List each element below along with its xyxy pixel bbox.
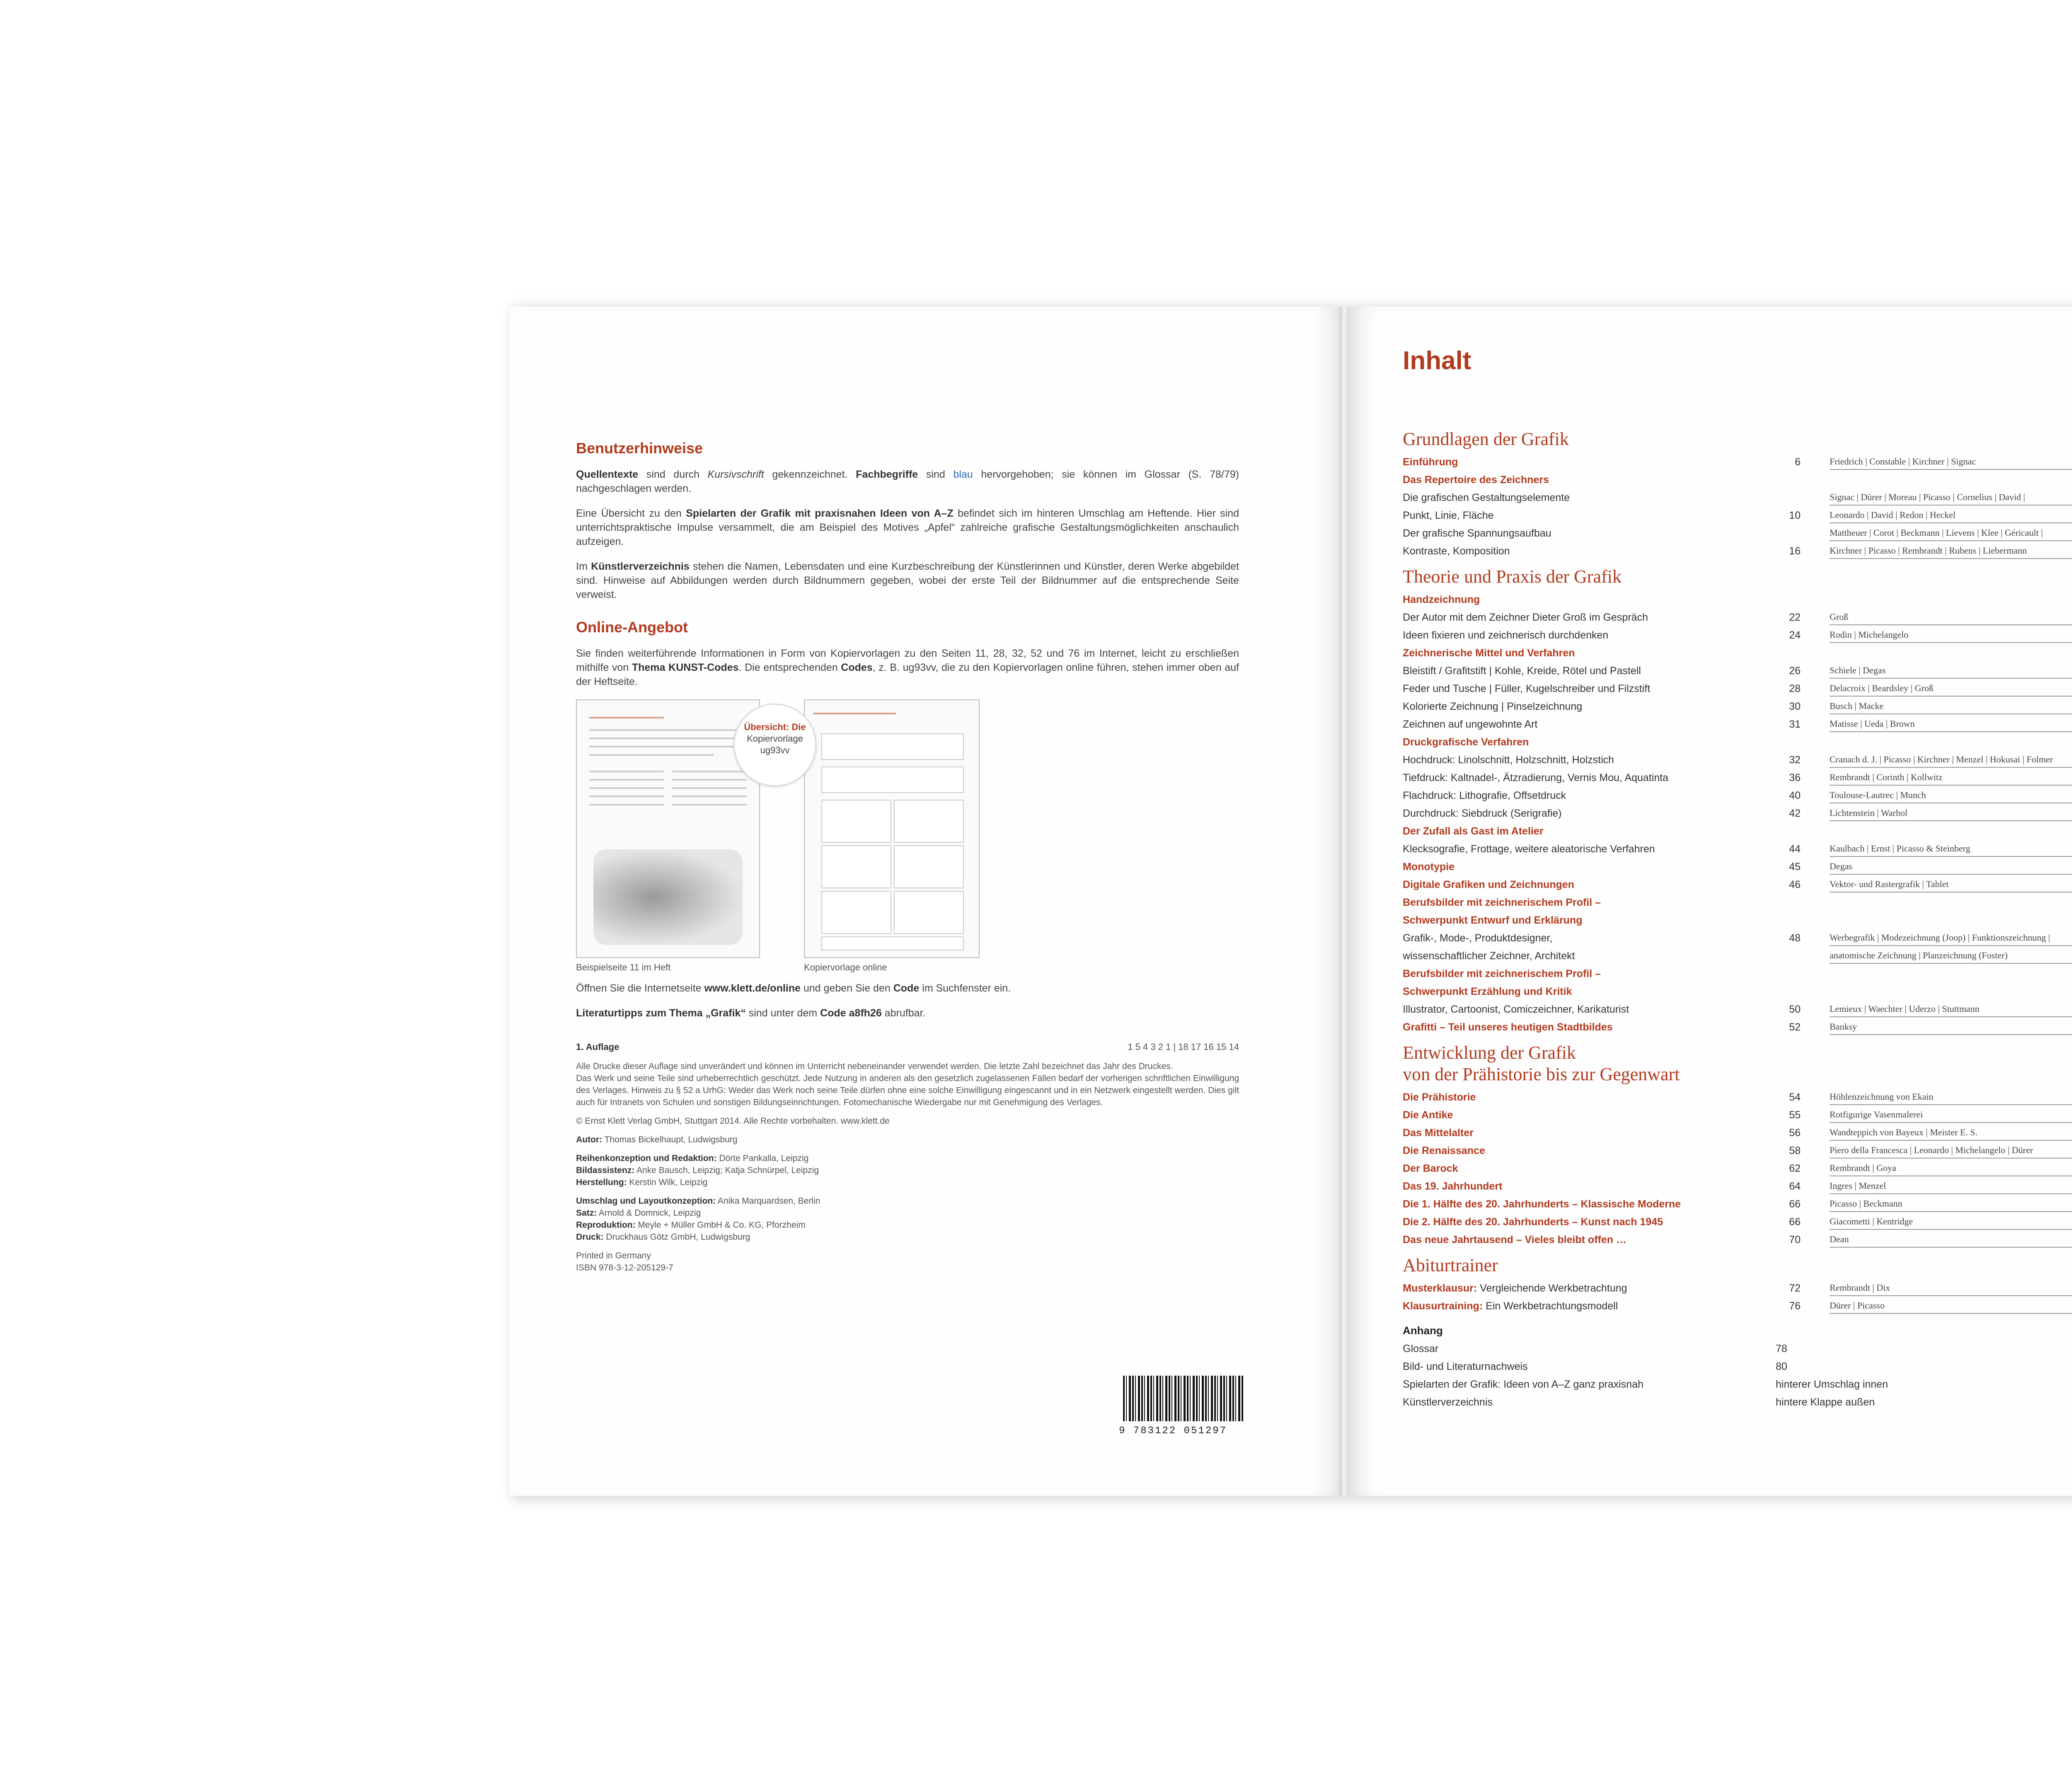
toc-row[interactable]: [1403, 840, 2072, 858]
toc-entry-text: Bleistift / Grafitstift | Kohle, Kreide, Rötel und Pastell: [1403, 665, 1641, 677]
toc-row[interactable]: [1403, 1178, 2072, 1195]
anhang-entry-text: Bild- und Literaturnachweis: [1403, 1361, 1528, 1372]
anhang-entry-text: Künstlerverzeichnis: [1403, 1396, 1493, 1408]
value: Meyle + Müller GmbH & Co. KG, Pforzheim: [635, 1220, 806, 1230]
text: abrufbar.: [881, 1007, 926, 1019]
toc-entry-text: Zeichnerische Mittel und Verfahren: [1403, 647, 1575, 659]
value: Thomas Bickelhaupt, Ludwigsburg: [602, 1135, 738, 1144]
toc-page-number: 24: [1789, 629, 1801, 641]
toc-row[interactable]: [1403, 662, 2072, 680]
toc-artists: Rembrandt | Goya: [1830, 1161, 2072, 1176]
toc-section-heading: [1403, 428, 2072, 450]
term-literaturtipps: Literaturtipps zum Thema „Grafik“: [576, 1007, 746, 1019]
term-codes: Thema KUNST-Codes: [632, 662, 739, 673]
text: stehen die Namen, Lebensdaten und eine Kurzbeschreibung der Künstlerinnen und Künstler, deren Werke abgebildet sind. Hinweise auf Abbildungen werden durch Bildnummern gegeben, wobei der erste Teil der Bildnummer auf die entsprechende Seite verweist.: [576, 561, 1239, 600]
toc-title: Inhalt: [1403, 346, 1472, 375]
benutzer-paragraph-1: [576, 467, 1239, 496]
toc-entry-text: Berufsbilder mit zeichnerischem Profil –: [1403, 968, 1601, 980]
online-paragraph-2: [576, 981, 1239, 995]
toc-artists: Rembrandt | Corinth | Kollwitz: [1830, 770, 2072, 786]
online-paragraph-1: [576, 646, 1239, 689]
anhang-row[interactable]: [1403, 1376, 2072, 1393]
toc-page-number: 36: [1789, 772, 1801, 784]
toc-row[interactable]: [1403, 912, 2072, 929]
toc-entry-text: Schwerpunkt Erzählung und Kritik: [1403, 986, 1572, 997]
toc-artists: Busch | Macke: [1830, 699, 2072, 714]
label: Autor:: [576, 1135, 602, 1144]
toc-row[interactable]: [1403, 769, 2072, 787]
edition-row: [576, 1041, 1239, 1053]
toc-artists: Kirchner | Picasso | Rembrandt | Rubens | Liebermann: [1830, 543, 2072, 559]
text: Öffnen Sie die Internetseite: [576, 982, 704, 994]
text: Im: [576, 561, 591, 572]
toc-artists: Vektor- und Rastergrafik | Tablet: [1830, 877, 2072, 893]
toc-artists: Signac | Dürer | Moreau | Picasso | Cornelius | David |: [1830, 490, 2072, 506]
text: Eine Übersicht zu den: [576, 508, 686, 519]
text: sind: [918, 469, 954, 480]
value: Kerstin Wilk, Leipzig: [627, 1178, 708, 1187]
term-quellentexte: Quellentexte: [576, 469, 639, 480]
toc-artists: Leonardo | David | Redon | Heckel: [1830, 508, 2072, 523]
toc-page-number: 66: [1789, 1216, 1801, 1228]
toc-row[interactable]: [1403, 1089, 2072, 1106]
toc-row[interactable]: [1403, 644, 2072, 662]
term-code: Code: [893, 982, 920, 994]
badge-code: ug93vv: [760, 745, 790, 755]
toc-entry-text: Ideen fixieren und zeichnerisch durchdenken: [1403, 629, 1609, 641]
toc-page-number: 28: [1789, 683, 1801, 694]
section-heading-line: Grundlagen der Grafik: [1403, 429, 1569, 449]
toc-page-number: 10: [1789, 510, 1801, 521]
toc-row[interactable]: [1403, 1160, 2072, 1178]
online-angebot-heading: Online-Angebot: [576, 619, 688, 636]
toc-entry-label: Musterklausur:: [1403, 1282, 1477, 1294]
toc-row[interactable]: [1403, 489, 2072, 507]
term-spielarten: Spielarten der Grafik mit praxisnahen Ideen von A–Z: [686, 508, 954, 519]
toc-row[interactable]: [1403, 1280, 2072, 1297]
toc-entry-text: Klecksografie, Frottage, weitere aleatorische Verfahren: [1403, 843, 1655, 855]
toc-row[interactable]: [1403, 822, 2072, 840]
toc-page-number: 52: [1789, 1021, 1801, 1033]
toc-row[interactable]: [1403, 1018, 2072, 1036]
online-paragraph-3: [576, 1006, 1239, 1020]
printed-in: Printed in Germany: [576, 1251, 651, 1260]
toc-page-number: 6: [1795, 456, 1801, 468]
toc-row[interactable]: [1403, 471, 2072, 489]
toc-page-number: 76: [1789, 1300, 1801, 1312]
badge-line-1: Kopiervorlage: [747, 733, 803, 744]
value: Druckhaus Götz GmbH, Ludwigsburg: [603, 1232, 750, 1242]
toc-entry-text: Punkt, Linie, Fläche: [1403, 510, 1494, 521]
toc-entry-text: Kontraste, Komposition: [1403, 545, 1510, 557]
toc-artists: Rodin | Michelangelo: [1830, 627, 2072, 643]
toc-page-number: 54: [1789, 1091, 1801, 1103]
toc-page-number: 32: [1789, 754, 1801, 766]
code-badge: [733, 704, 816, 786]
table-of-contents: [1403, 423, 2072, 1411]
print-numbers: 1 5 4 3 2 1 | 18 17 16 15 14: [1128, 1042, 1239, 1052]
toc-entry-label: Klausurtraining:: [1403, 1300, 1483, 1312]
toc-entry-text: Digitale Grafiken und Zeichnungen: [1403, 879, 1574, 890]
toc-entry-text: Die grafischen Gestaltungselemente: [1403, 492, 1570, 503]
toc-page-number: 64: [1789, 1180, 1801, 1192]
anhang-page: hintere Klappe außen: [1776, 1396, 1875, 1408]
benutzer-paragraph-3: [576, 559, 1239, 602]
toc-page-number: 46: [1789, 879, 1801, 890]
section-heading-line: Theorie und Praxis der Grafik: [1403, 566, 1622, 587]
toc-entry-text: Die Renaissance: [1403, 1145, 1485, 1156]
author-line: [576, 1134, 1239, 1146]
toc-artists: Groß: [1830, 610, 2072, 625]
worksheet-thumbnail: [804, 699, 980, 958]
toc-row[interactable]: [1403, 1213, 2072, 1231]
toc-row[interactable]: [1403, 876, 2072, 894]
toc-entry-text: Grafik-, Mode-, Produktdesigner,: [1403, 932, 1553, 944]
toc-page-number: 44: [1789, 843, 1801, 855]
text: , z. B. ug93vv, die zu den Kopiervorlagen online führen, stehen immer oben auf der Heftseite.: [576, 662, 1239, 687]
toc-artists: Wandteppich von Bayeux | Meister E. S.: [1830, 1125, 2072, 1141]
text: befindet sich im hinteren Umschlag am Heftende. Hier sind unterrichtspraktische Impulse versammelt, die am Beispiel des Motives „Apfel“ zahlreiche grafische Gestaltungsmöglichkeiten anschaulich aufzeigen.: [576, 508, 1239, 547]
section-heading-line: Abiturtrainer: [1403, 1255, 1498, 1275]
toc-page-number: 22: [1789, 612, 1801, 623]
toc-artists: Matisse | Ueda | Brown: [1830, 716, 2072, 732]
toc-entry-text: Flachdruck: Lithografie, Offsetdruck: [1403, 790, 1566, 801]
toc-entry-text: Monotypie: [1403, 861, 1455, 873]
toc-row[interactable]: [1403, 507, 2072, 525]
anhang-entry-text: Glossar: [1403, 1343, 1439, 1355]
label: Satz:: [576, 1208, 597, 1218]
toc-artists: Mattheuer | Corot | Beckmann | Lievens | Klee | Géricault |: [1830, 525, 2072, 541]
toc-artists: Höhlenzeichnung von Ekain: [1830, 1089, 2072, 1105]
toc-page-number: 50: [1789, 1004, 1801, 1015]
toc-row[interactable]: [1403, 1231, 2072, 1249]
label: Reihenkonzeption und Redaktion:: [576, 1154, 717, 1163]
toc-artists: Dürer | Picasso: [1830, 1298, 2072, 1314]
text: sind durch: [638, 469, 708, 480]
toc-artists: Delacroix | Beardsley | Groß: [1830, 681, 2072, 697]
toc-row[interactable]: [1403, 858, 2072, 876]
anhang-page: 78: [1776, 1343, 1787, 1355]
caption-sample-page: Beispielseite 11 im Heft: [576, 962, 671, 972]
barcode-icon: [1123, 1376, 1243, 1421]
copyright: © Ernst Klett Verlag GmbH, Stuttgart 2014. Alle Rechte vorbehalten. www.klett.de: [576, 1116, 890, 1126]
toc-row[interactable]: [1403, 698, 2072, 716]
toc-entry-text: Einführung: [1403, 456, 1458, 468]
toc-entry-text: Handzeichnung: [1403, 594, 1480, 605]
term-code-a8fh26: Code a8fh26: [820, 1007, 882, 1019]
toc-row[interactable]: [1403, 542, 2072, 560]
toc-artists: Rembrandt | Dix: [1830, 1280, 2072, 1296]
value: Anke Bausch, Leipzig; Katja Schnürpel, Leipzig: [634, 1166, 819, 1175]
toc-section-heading: [1403, 566, 2072, 588]
toc-page-number: 66: [1789, 1198, 1801, 1210]
text: . Die entsprechenden: [738, 662, 841, 673]
sample-page-thumbnail: [576, 699, 760, 958]
anhang-heading: Anhang: [1403, 1324, 1443, 1337]
toc-page-number: 48: [1789, 932, 1801, 944]
toc-row[interactable]: [1403, 1297, 2072, 1315]
term-kuenstlerverzeichnis: Künstlerverzeichnis: [591, 561, 690, 572]
anhang-row[interactable]: [1403, 1340, 2072, 1358]
toc-page-number: 30: [1789, 701, 1801, 712]
term-blau: blau: [953, 469, 973, 480]
text: Sie finden weiterführende Informationen in Form von Kopiervorlagen zu den Seiten 11, 28, 32, 52 und 76 im Internet, leicht zu erschließen mithilfe von: [576, 648, 1239, 673]
toc-row[interactable]: [1403, 591, 2072, 609]
toc-artists: Werbegrafik | Modezeichnung (Joop) | Funktionszeichnung |: [1830, 930, 2072, 946]
toc-artists: Lichtenstein | Warhol: [1830, 806, 2072, 821]
toc-section-heading: [1403, 1255, 2072, 1276]
label: Herstellung:: [576, 1178, 627, 1187]
toc-row[interactable]: [1403, 525, 2072, 542]
barcode-number: 9 783122 051297: [1119, 1425, 1227, 1437]
text: im Suchfenster ein.: [919, 982, 1011, 994]
toc-artists: Rotfigurige Vasenmalerei: [1830, 1107, 2072, 1123]
toc-row[interactable]: [1403, 609, 2072, 626]
section-heading-line: von der Prähistorie bis zur Gegenwart: [1403, 1064, 1680, 1084]
badge-title: Übersicht: Die: [744, 722, 806, 732]
anhang-page: 80: [1776, 1361, 1787, 1372]
toc-page-number: 31: [1789, 718, 1801, 730]
toc-artists: Cranach d. J. | Picasso | Kirchner | Menzel | Hokusai | Folmer: [1830, 752, 2072, 768]
toc-entry-text: Grafitti – Teil unseres heutigen Stadtbildes: [1403, 1021, 1613, 1033]
term-fachbegriffe: Fachbegriffe: [856, 469, 918, 480]
edition-label: 1. Auflage: [576, 1042, 620, 1052]
anhang-entry-text: Spielarten der Grafik: Ideen von A–Z ganz praxisnah: [1403, 1379, 1644, 1390]
toc-entry-text: Das 19. Jahrhundert: [1403, 1180, 1503, 1192]
isbn: ISBN 978-3-12-205129-7: [576, 1263, 673, 1272]
toc-entry-text: Druckgrafische Verfahren: [1403, 736, 1529, 748]
label: Reproduktion:: [576, 1220, 636, 1230]
toc-artists: Schiele | Degas: [1830, 663, 2072, 679]
toc-artists: Banksy: [1830, 1019, 2072, 1035]
toc-entry-text: Tiefdruck: Kaltnadel-, Ätzradierung, Vernis Mou, Aquatinta: [1403, 772, 1669, 784]
toc-page-number: 16: [1789, 545, 1801, 557]
toc-entry-text: Das Mittelalter: [1403, 1127, 1474, 1139]
toc-row[interactable]: [1403, 1124, 2072, 1142]
toc-entry-text: Das Repertoire des Zeichners: [1403, 474, 1549, 486]
toc-entry-text: Das neue Jahrtausend – Vieles bleibt offen …: [1403, 1234, 1627, 1246]
toc-entry-text: Illustrator, Cartoonist, Comiczeichner, Karikaturist: [1403, 1004, 1629, 1015]
preview-images: [576, 699, 1239, 981]
toc-row[interactable]: [1403, 983, 2072, 1001]
caption-worksheet: Kopiervorlage online: [804, 962, 887, 972]
section-heading-line: Entwicklung der Grafik: [1403, 1043, 1576, 1063]
benutzerhinweise-heading: Benutzerhinweise: [576, 440, 703, 457]
toc-page-number: 26: [1789, 665, 1801, 677]
toc-page-number: 40: [1789, 790, 1801, 801]
toc-row[interactable]: [1403, 751, 2072, 769]
text: und geben Sie den: [800, 982, 893, 994]
anhang-row[interactable]: [1403, 1393, 2072, 1411]
credits-2: [576, 1195, 1239, 1243]
toc-page-number: 55: [1789, 1109, 1801, 1121]
left-page: [510, 307, 1343, 1496]
toc-entry-text: Kolorierte Zeichnung | Pinselzeichnung: [1403, 701, 1583, 712]
toc-entry-text: Feder und Tusche | Füller, Kugelschreiber und Filzstift: [1403, 683, 1651, 694]
toc-row[interactable]: [1403, 453, 2072, 471]
text: sind unter dem: [746, 1007, 821, 1019]
value: Dörte Pankalla, Leipzig: [716, 1154, 809, 1163]
toc-entry-text: Die Antike: [1403, 1109, 1453, 1121]
toc-row[interactable]: [1403, 626, 2072, 644]
toc-artists: Toulouse-Lautrec | Munch: [1830, 788, 2072, 803]
toc-entry-text: [1403, 1280, 1776, 1297]
toc-row[interactable]: [1403, 787, 2072, 805]
toc-artists: Lemieux | Waechter | Uderzo | Stuttmann: [1830, 1001, 2072, 1017]
toc-entry-text: Hochdruck: Linolschnitt, Holzschnitt, Holzstich: [1403, 754, 1614, 766]
toc-entry-text: Die Prähistorie: [1403, 1091, 1476, 1103]
toc-row[interactable]: [1403, 716, 2072, 733]
toc-row[interactable]: [1403, 1001, 2072, 1018]
toc-entry-text: [1403, 1297, 1776, 1315]
toc-artists: Piero della Francesca | Leonardo | Michelangelo | Dürer: [1830, 1143, 2072, 1159]
toc-entry-text: Die 1. Hälfte des 20. Jahrhunderts – Klassische Moderne: [1403, 1198, 1681, 1210]
toc-row[interactable]: [1403, 805, 2072, 822]
toc-entry-text: Schwerpunkt Entwurf und Erklärung: [1403, 914, 1583, 926]
toc-row[interactable]: [1403, 894, 2072, 912]
imprint: [576, 1041, 1239, 1274]
value: Arnold & Domnick, Leipzig: [597, 1208, 701, 1218]
toc-entry-rest: Ein Werkbetrachtungsmodell: [1483, 1300, 1618, 1312]
toc-row[interactable]: [1403, 733, 2072, 751]
toc-row[interactable]: [1403, 947, 2072, 965]
toc-entry-text: Zeichnen auf ungewohnte Art: [1403, 718, 1538, 730]
text: Das Werk und seine Teile sind urheberrechtlich geschützt. Jede Nutzung in anderen als den gesetzlich zugelassenen Fällen bedarf der vorherigen schriftlichen Einwilligung des Verlages. Hinweis zu § 52 a UrhG: Weder das Werk noch seine Teile dürfen ohne eine solche Einwilligung eingescannt und in ein Netzwerk eingestellt werden. Dies gilt auch für Intranets von Schulen und sonstigen Bildungseinrichtungen. Fotomechanische Wiedergabe nur mit Genehmigung des Verlages.: [576, 1074, 1239, 1107]
label: Druck:: [576, 1232, 604, 1242]
term-code: Codes: [841, 662, 873, 673]
benutzer-paragraph-2: [576, 506, 1239, 549]
toc-artists: Picasso | Beckmann: [1830, 1196, 2072, 1212]
toc-entry-text: Der Autor mit dem Zeichner Dieter Groß im Gespräch: [1403, 612, 1648, 623]
toc-entry-text: Berufsbilder mit zeichnerischem Profil –: [1403, 897, 1601, 908]
credits-1: [576, 1152, 1239, 1188]
toc-entry-text: Der Zufall als Gast im Atelier: [1403, 825, 1544, 837]
toc-page-number: 70: [1789, 1234, 1801, 1246]
toc-page-number: 62: [1789, 1163, 1801, 1174]
toc-entry-text: Durchdruck: Siebdruck (Serigrafie): [1403, 808, 1562, 819]
toc-row[interactable]: [1403, 965, 2072, 983]
link-klett-online[interactable]: www.klett.de/online: [704, 982, 801, 994]
toc-row[interactable]: [1403, 680, 2072, 698]
toc-artists: anatomische Zeichnung | Planzeichnung (Foster): [1830, 948, 2072, 964]
text: hervorgehoben; sie können im Glossar (S. 78/79) nachgeschlagen werden.: [576, 469, 1239, 494]
toc-artists: Ingres | Menzel: [1830, 1178, 2072, 1194]
toc-artists: Giacometti | Kentridge: [1830, 1214, 2072, 1230]
toc-page-number: 56: [1789, 1127, 1801, 1139]
toc-entry-text: wissenschaftlicher Zeichner, Architekt: [1403, 950, 1575, 962]
toc-artists: Kaulbach | Ernst | Picasso & Steinberg: [1830, 841, 2072, 857]
term-kursivschrift: Kursivschrift: [707, 469, 764, 480]
toc-artists: Degas: [1830, 859, 2072, 875]
toc-entry-rest: Vergleichende Werkbetrachtung: [1477, 1282, 1627, 1294]
toc-section-heading: [1403, 1042, 2072, 1085]
toc-entry-text: Der Barock: [1403, 1163, 1458, 1174]
toc-row[interactable]: [1403, 1106, 2072, 1124]
toc-row[interactable]: [1403, 1195, 2072, 1213]
left-page-content: [576, 439, 1239, 1280]
legal-text-1: [576, 1060, 1239, 1108]
toc-page-number: 45: [1789, 861, 1801, 873]
toc-artists: Dean: [1830, 1232, 2072, 1248]
toc-row[interactable]: [1403, 1142, 2072, 1160]
toc-artists: Friedrich | Constable | Kirchner | Signac: [1830, 454, 2072, 470]
toc-entry-text: Die 2. Hälfte des 20. Jahrhunderts – Kunst nach 1945: [1403, 1216, 1663, 1228]
anhang-row[interactable]: [1403, 1358, 2072, 1376]
label: Bildassistenz:: [576, 1166, 635, 1175]
toc-page-number: 58: [1789, 1145, 1801, 1156]
anhang-page: hinterer Umschlag innen: [1776, 1379, 1888, 1390]
text: Alle Drucke dieser Auflage sind unverändert und können im Unterricht nebeneinander verwendet werden. Die letzte Zahl bezeichnet das Jahr des Druckes.: [576, 1062, 1173, 1071]
right-page: [1347, 307, 2072, 1496]
toc-page-number: 42: [1789, 808, 1801, 819]
toc-row[interactable]: [1403, 929, 2072, 947]
text: gekennzeichnet.: [764, 469, 856, 480]
value: Anika Marquardsen, Berlin: [716, 1196, 821, 1206]
isbn-block: [576, 1250, 1239, 1274]
drawing-illustration: [593, 849, 743, 945]
toc-page-number: 72: [1789, 1282, 1801, 1294]
toc-entry-text: Der grafische Spannungsaufbau: [1403, 527, 1552, 539]
label: Umschlag und Layoutkonzeption:: [576, 1196, 716, 1206]
